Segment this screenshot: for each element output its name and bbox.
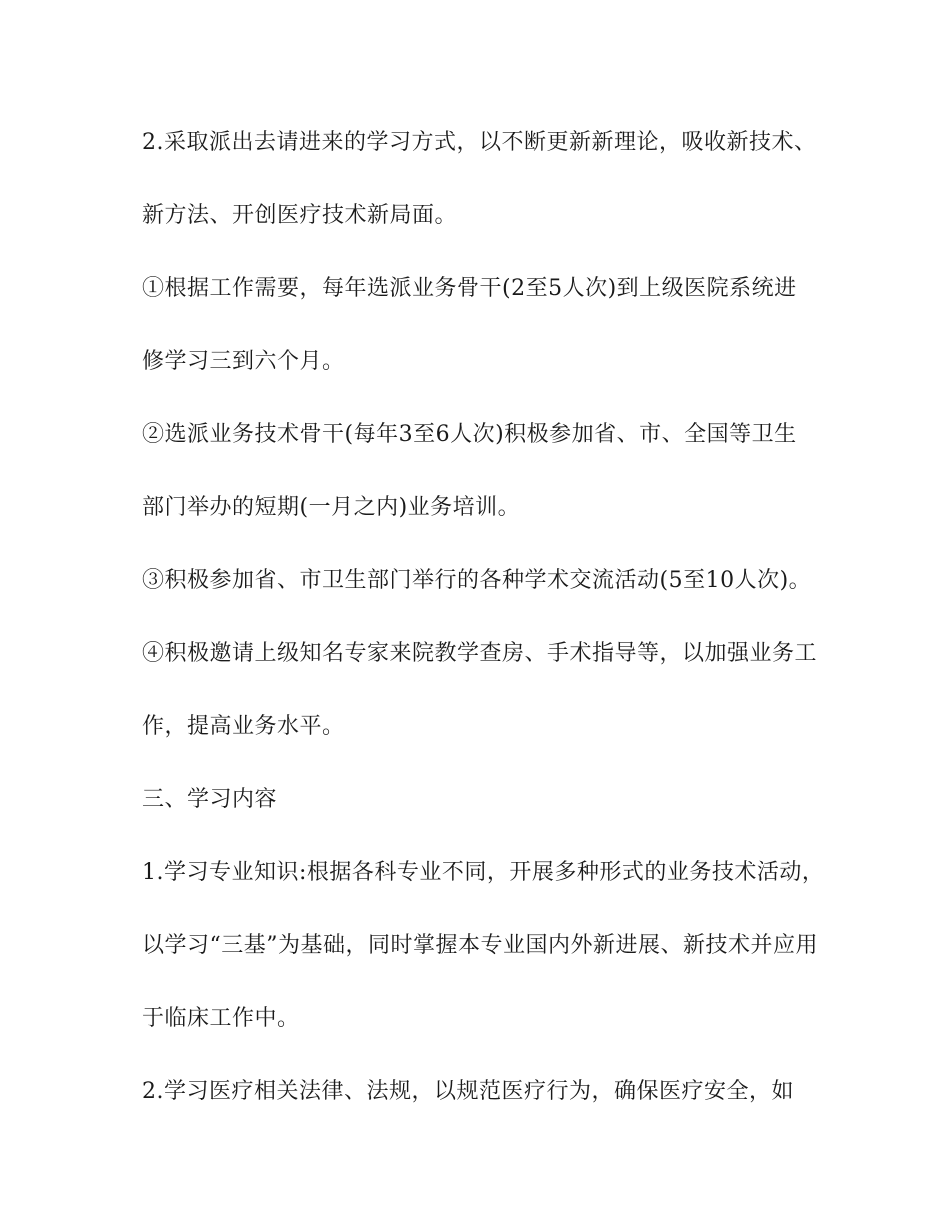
paragraph-line: 1.学习专业知识:根据各科专业不同，开展多种形式的业务技术活动，	[142, 860, 825, 885]
section-heading: 三、学习内容	[142, 787, 278, 812]
paragraph-line: 2.学习医疗相关法律、法规，以规范医疗行为，确保医疗安全，如	[142, 1079, 794, 1104]
paragraph-line: 作，提高业务水平。	[142, 714, 345, 739]
paragraph-line: 修学习三到六个月。	[142, 349, 345, 374]
paragraph-line: 2.采取派出去请进来的学习方式，以不断更新新理论，吸收新技术、	[142, 130, 817, 155]
paragraph-line: ①根据工作需要，每年选派业务骨干(2至5人次)到上级医院系统进	[142, 276, 797, 301]
paragraph-line: 新方法、开创医疗技术新局面。	[142, 203, 458, 228]
paragraph-line: ④积极邀请上级知名专家来院教学查房、手术指导等，以加强业务工	[142, 641, 818, 666]
paragraph-line: 于临床工作中。	[142, 1006, 300, 1031]
paragraph-line: ③积极参加省、市卫生部门举行的各种学术交流活动(5至10人次)。	[142, 568, 812, 593]
paragraph-line: 部门举办的短期(一月之内)业务培训。	[142, 495, 521, 520]
paragraph-line: ②选派业务技术骨干(每年3至6人次)积极参加省、市、全国等卫生	[142, 422, 797, 447]
paragraph-line: 以学习“三基”为基础，同时掌握本专业国内外新进展、新技术并应用	[142, 933, 818, 958]
